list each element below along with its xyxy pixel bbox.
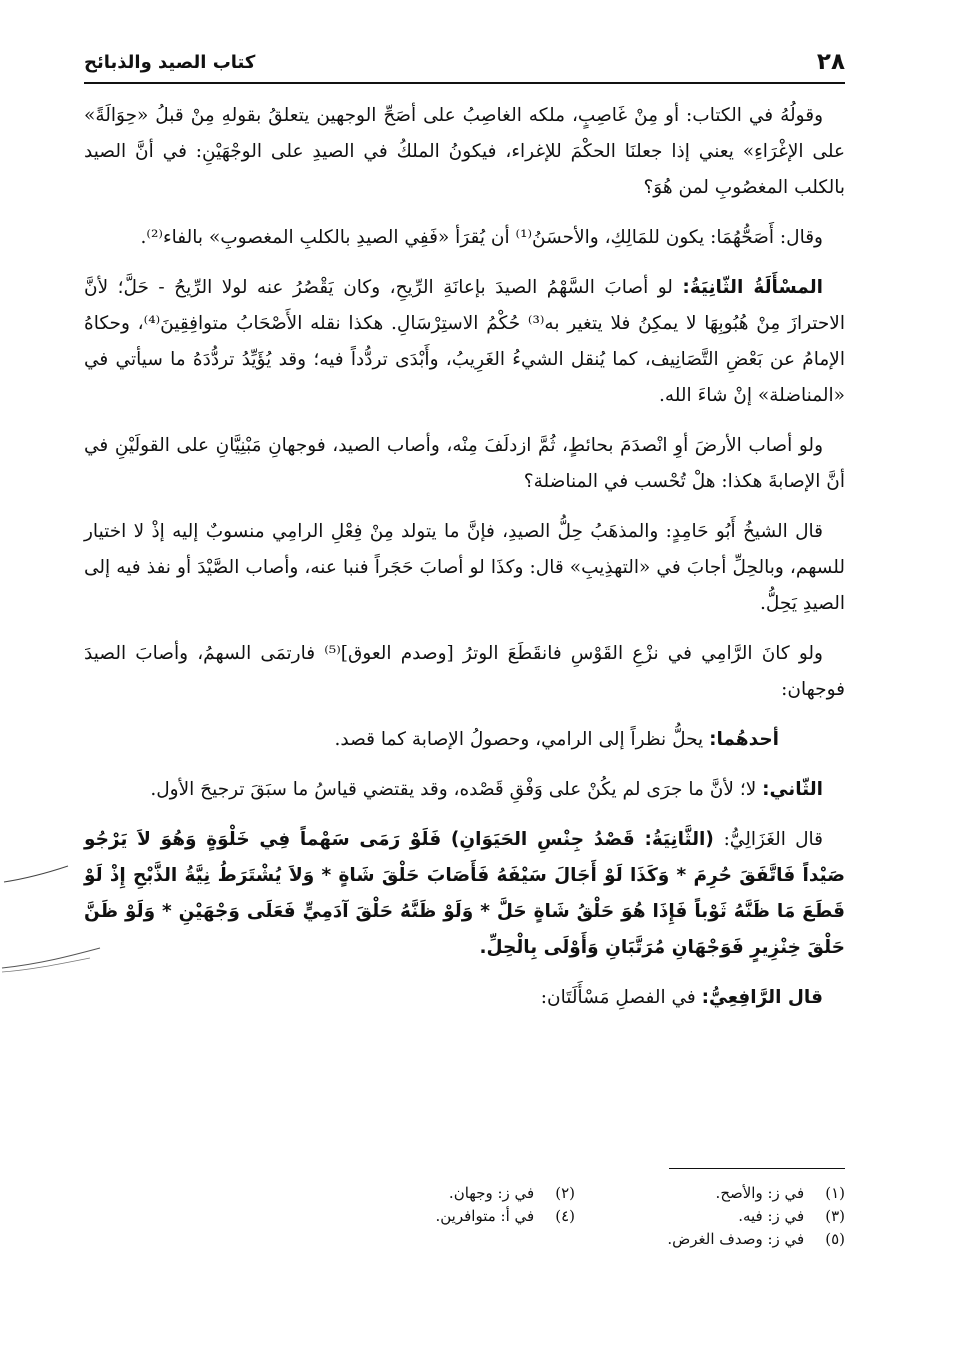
paragraph-5	[84, 514, 845, 622]
footnote-text: في أ: متوافرين.	[435, 1207, 535, 1225]
footnote-4	[305, 1205, 575, 1228]
quoted-text: (الثَّانِيَةُ: قَصْدُ جِنْسِ الحَيَوَانِ) فَلَوْ رَمَى سَهْماً فِي خَلْوَةٍ وَهُوَ لاَ يَرْجُو صَيْداً فَاتَّفَقَ حُرِمَ * وَكَذَا لَوْ أَجَالَ سَيْفَهُ فَأَصَابَ حَلْقَ شَاةٍ * وَلاَ يُشْتَرَطُ نِيَّةُ الذَّبْحِ إِذْ لَوْ قَطَعَ مَا ظَنَّهُ ثَوْباً فَإِذَا هُوَ حَلْقُ شَاةٍ حَلَّ * وَلَوْ ظَنَّهُ حَلْقَ آدَمِيٍّ فَعَلَى وَجْهَيْنِ * وَلَوْ ظَنَّ حَلْقَ خِنْزِيرٍ فَوَجْهَانِ مُرَتَّبَانِ وَأَوْلَى بِالْحِلِّ.	[84, 829, 845, 958]
paragraph-text: ولو أصاب الأرضَ أوِ انْصدَمَ بحائطٍ، ثُمَّ ازدلَفَ مِنْه، وأصاب الصيد، فوجهانِ مَبْنِيَّانِ على القولَيْنِ في أنَّ الإصابةَ هكذا: هلْ تُحْسب في المناضلة؟	[84, 435, 845, 492]
paragraph-4	[84, 428, 845, 500]
footnote-row	[305, 1228, 845, 1251]
paragraph-text: قال الشيخُ أَبُو حَامِدٍ: والمذهَبُ حِلُّ الصيدِ، فإنَّ ما يتولد مِنْ فِعْلِ الرامِي منسوبٌ إليه إذْ لا اختيار للسهم، وبالحِلِّ أجابَ في «التهذِيبِ» قال: وكذَا لو أصابَ حَجَراً فنبا عنه، وأصاب الصَّيْدَ أو نفذ فيه إلى الصيدِ يَحِلُّ.	[84, 521, 845, 614]
book-title: كتاب الصيد والذبائح	[84, 51, 256, 73]
running-header	[84, 42, 845, 84]
footnote-row	[305, 1205, 845, 1228]
footnote-mark: (١)	[825, 1184, 845, 1202]
paragraph-text: يحلُّ نظراً إلى الرامي، وحصولُ الإصابة كما قصد.	[334, 729, 710, 750]
paragraph-lead: قال الرَّافِعِيُّ:	[701, 987, 823, 1008]
body-text	[84, 98, 845, 1030]
paragraph-9	[84, 822, 845, 966]
footnote-mark: (٥)	[825, 1230, 845, 1248]
margin-pencil-mark	[0, 860, 120, 990]
paragraph-lead: قال الغَزَالِيُّ:	[723, 829, 823, 850]
paragraph-text: وقولُهُ في الكتاب: أو مِنْ غَاصِبٍ، ملكه الغاصِبُ على أصَحِّ الوجهين يتعلقُ بقولهِ مِنْ قبلُ «حِوَالَةً» على الإغْرَاءِ» يعني إذا جعلنَا الحكْمَ للإغراء، فيكونُ الملكُ في الصيدِ على الوجْهَيْنِ: في أنَّ الصيد بالكلب المغصُوبِ لمن هُوَ؟	[84, 105, 845, 198]
footnote-mark: (٢)	[555, 1184, 575, 1202]
paragraph-lead: أحدهُما:	[709, 729, 779, 750]
paragraph-text: وقال: أَصَحُّهُمَا: يكون للمَالِكِ، والأحسَنُ⁽¹⁾ أن يُقرَأ «فَفِي الصيدِ بالكلبِ المغصوبِ» بالفاء⁽²⁾.	[140, 227, 823, 248]
footnote-row	[305, 1182, 845, 1205]
paragraph-2	[84, 220, 845, 256]
paragraph-1	[84, 98, 845, 206]
paragraph-text: في الفصلِ مَسْأَلَتَان:	[540, 987, 702, 1008]
paragraph-3	[84, 270, 845, 414]
paragraph-lead: الثّاني:	[762, 779, 823, 800]
paragraph-text: لا؛ لأنَّ ما جرَى لم يكُنْ على وَفْقِ قَصْده، وقد يقتضي قياسُ ما سبَقَ ترجيحَ الأول.	[150, 779, 763, 800]
paragraph-6	[84, 636, 845, 708]
footnotes	[305, 1182, 845, 1251]
footnote-mark: (٣)	[825, 1207, 845, 1225]
footnote-text: في ز: فيه.	[738, 1207, 805, 1225]
footnote-mark: (٤)	[555, 1207, 575, 1225]
footnote-3	[575, 1205, 845, 1228]
footnote-1	[575, 1182, 845, 1205]
footnote-text: في ز: وجهان.	[448, 1184, 535, 1202]
footnote-divider	[669, 1168, 845, 1169]
page-number: ٢٨	[816, 49, 845, 75]
footnote-text: في ز: وصدف الغرض.	[667, 1230, 805, 1248]
footnote-2	[305, 1182, 575, 1205]
paragraph-text: ولو كانَ الرَّامِي في نزْعِ القَوْسِ فانقَطَعَ الوترُ [وصدم العوق]⁽⁵⁾ فارتمَى السهمُ، وأصابَ الصيدَ فوجهان:	[84, 643, 845, 700]
paragraph-10	[84, 980, 845, 1016]
footnote-text: في ز: والأصح.	[715, 1184, 805, 1202]
paragraph-8	[84, 772, 845, 808]
paragraph-text: لو أصابَ السَّهْمُ الصيدَ بإعانَةِ الرِّيحِ، وكان يَقْصُرُ عنه لولا الرِّيحُ - حَلَّ؛ لأنَّ الاحترازَ مِنْ هُبُوبِهَا لا يمكِنُ فلا يتغير به⁽³⁾ حُكْمُ الاستِرْسَالِ. هكذا نقله الأَصْحَابُ متوافِقِينَ⁽⁴⁾، وحكاهُ الإمامُ عن بَعْضِ التَّصَانِيف، كما يُنقل الشيءُ الغَرِيبُ، وأَبْدَى تردُّداً فيه؛ وقد يُؤَيِّدُ تردُّدَهُ ما سيأتي في «المناضلة» إنْ شاءَ الله.	[84, 277, 845, 406]
footnote-5	[575, 1228, 845, 1251]
paragraph-7	[84, 722, 845, 758]
paragraph-lead: المسْأَلَةُ الثّانِيَةُ:	[682, 277, 823, 298]
